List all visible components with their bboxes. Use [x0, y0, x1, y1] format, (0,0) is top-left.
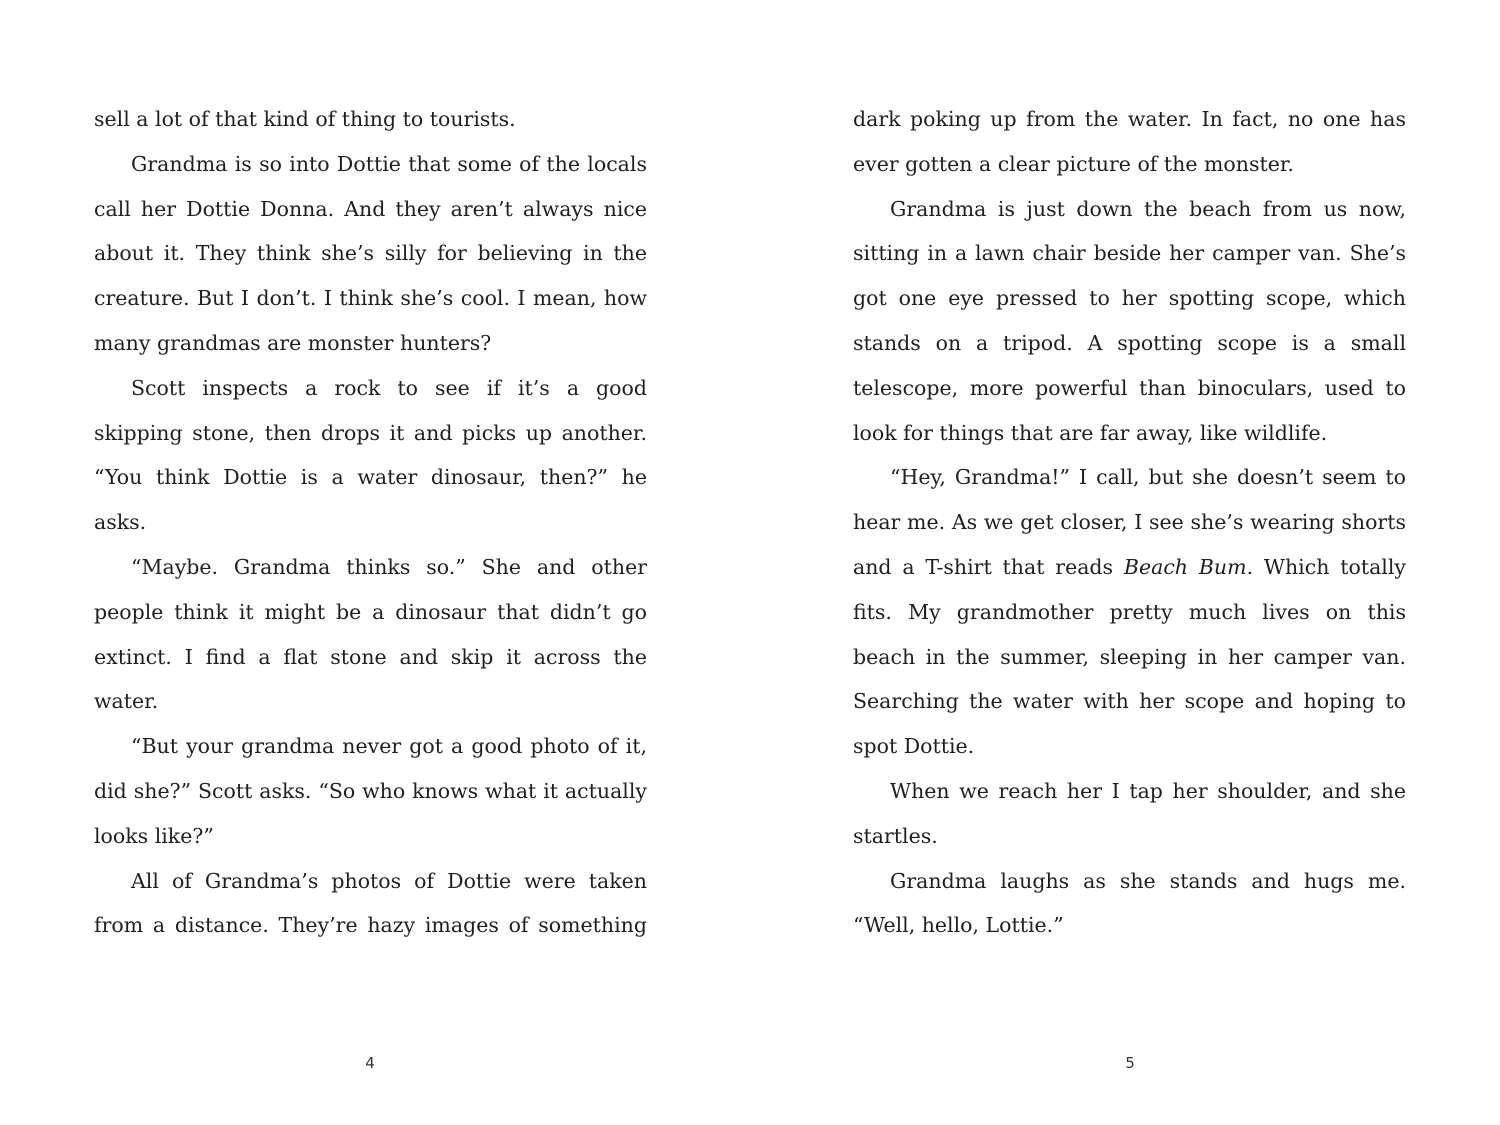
- paragraph: dark poking up from the water. In fact, no one has ever gotten a clear picture of the monster.: [853, 107, 1406, 176]
- shirt-text-italic: Beach Bum: [1123, 554, 1247, 579]
- paragraph: Grandma laughs as she stands and hugs me. “Well, hello, Lottie.”: [853, 868, 1406, 938]
- paragraph: When we reach her I tap her shoulder, and she startles.: [853, 778, 1406, 848]
- paragraph: [853, 455, 1406, 769]
- paragraph: Grandma is just down the beach from us now, sitting in a lawn chair beside her camper van. She’s got one eye pressed to her spotting scope, which stands on a tripod. A spotting scope is a small telescope, more powerful than binoculars, used to look for things that are far away, like wildlife.: [853, 196, 1406, 445]
- paragraph: sell a lot of that kind of thing to tourists.: [94, 107, 516, 131]
- paragraph: “Maybe. Grandma thinks so.” She and other people think it might be a dinosaur that didn’t go extinct. I find a flat stone and skip it across the water.: [94, 554, 647, 714]
- left-page-text: [94, 97, 647, 948]
- page-number: 4: [365, 1054, 375, 1072]
- paragraph: All of Grandma’s photos of Dottie were taken from a distance. They’re hazy images of something: [94, 868, 647, 938]
- paragraph: Scott inspects a rock to see if it’s a good skipping stone, then drops it and picks up another. “You think Dottie is a water dinosaur, then?” he asks.: [94, 375, 647, 535]
- paragraph: “But your grandma never got a good photo of it, did she?” Scott asks. “So who knows what it actually looks like?”: [94, 734, 647, 848]
- page-number: 5: [1125, 1054, 1135, 1072]
- right-page-text: [853, 97, 1406, 948]
- paragraph: Grandma is so into Dottie that some of the locals call her Dottie Donna. And they aren’t always nice about it. They think she’s silly for believing in the creature. But I don’t. I think she’s cool. I mean, how many grandmas are monster hunters?: [94, 151, 647, 355]
- paragraph-text: . Which totally fits. My grandmother pretty much lives on this beach in the summer, sleeping in her camper van. Searching the water with her scope and hoping to spot Dottie.: [853, 554, 1406, 759]
- paragraph-text: “Hey, Grandma!” I call, but she doesn’t seem to hear me. As we get closer, I see she’s wearing shorts and a T-shirt that reads: [853, 465, 1406, 579]
- right-page: [750, 0, 1500, 1125]
